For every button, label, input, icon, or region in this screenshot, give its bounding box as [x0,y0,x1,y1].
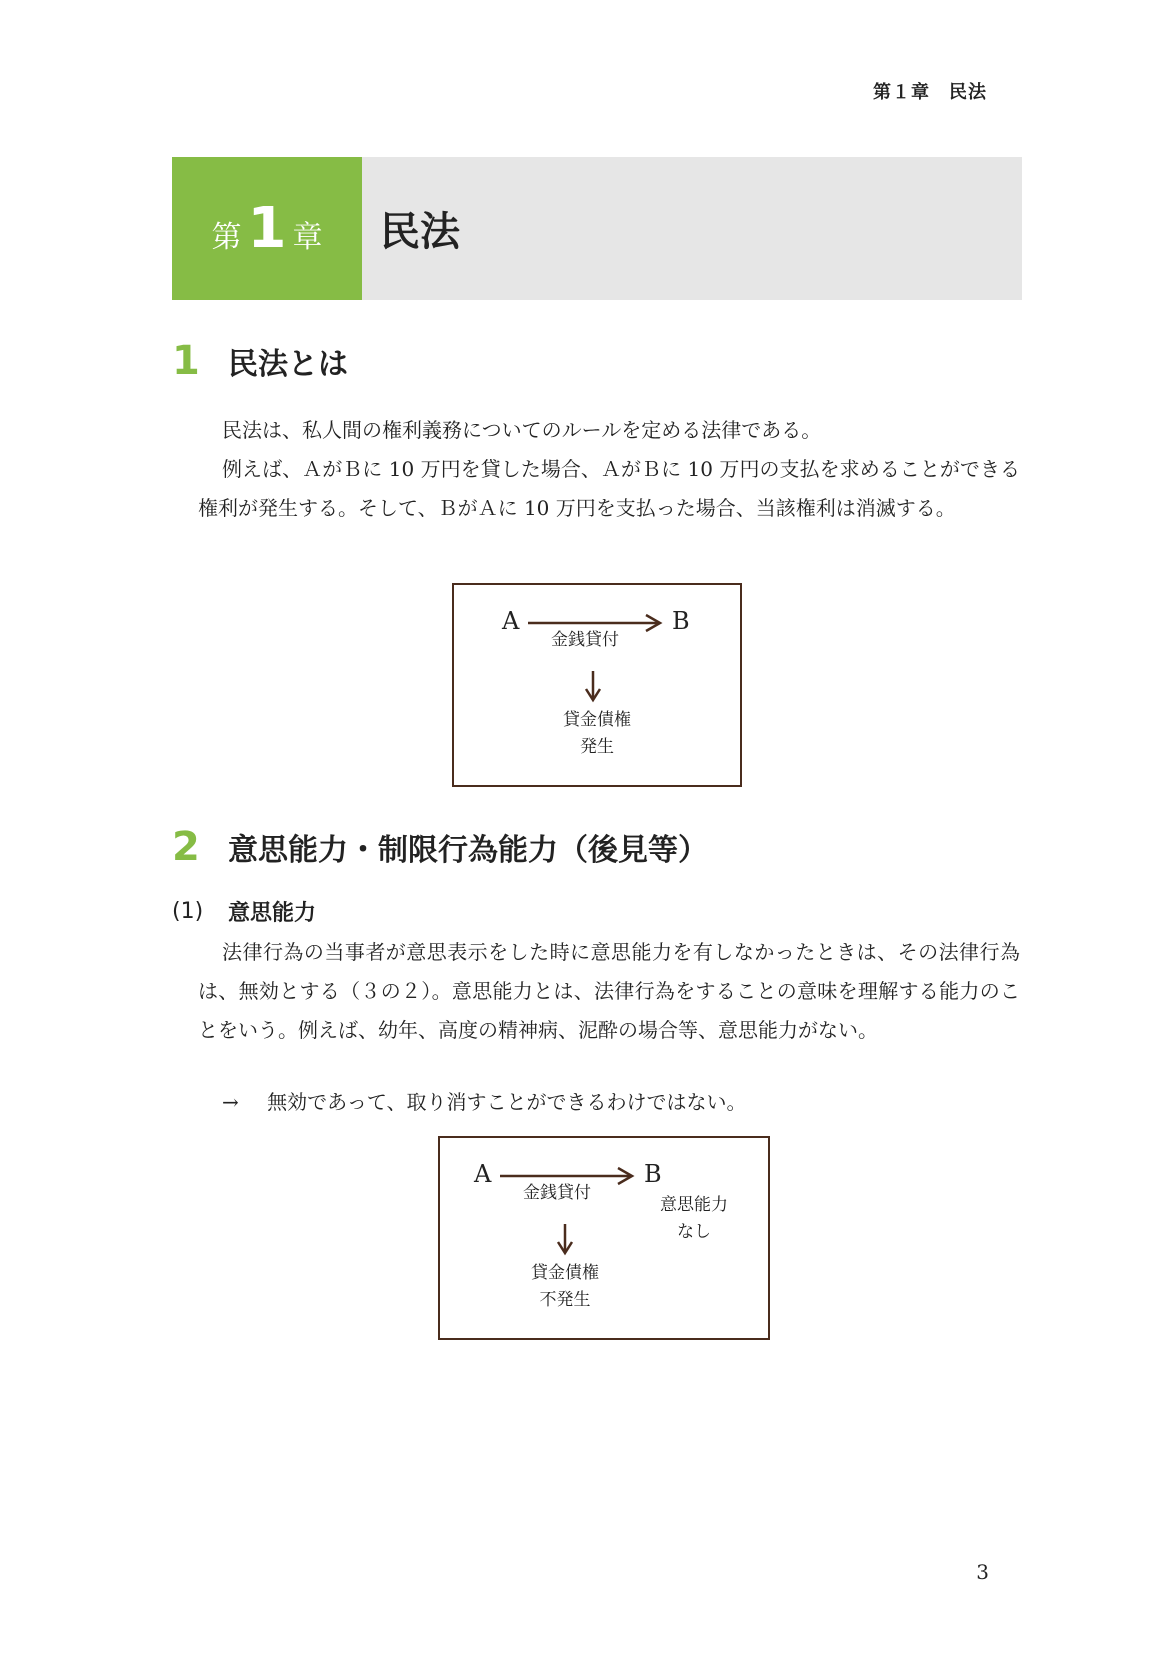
diagram-1-party-a: A [502,607,520,635]
page-number: 3 [976,1560,989,1584]
section-1-paragraph-1: 民法は、私人間の権利義務についてのルールを定める法律である。 [222,418,822,442]
chapter-number-box [172,157,362,300]
chapter-suffix: 章 [292,219,323,255]
section-2-number: 2 [172,824,200,870]
subsection-1-body [198,933,1020,1050]
diagram-2-b-note-line-1: 意思能力 [660,1195,728,1215]
diagram-2-party-b: B [644,1160,662,1188]
diagram-1-result-line-1: 貸金債権 [563,710,631,730]
section-1-number: 1 [172,338,200,384]
diagram-2-result-line-2: 不発生 [539,1290,591,1310]
subsection-1-number: (1) [172,899,204,924]
section-1-paragraph-2: 例えば、ＡがＢに 10 万円を貸した場合、ＡがＢに 10 万円の支払を求めることができる権利が発生する。そして、ＢがＡに 10 万円を支払った場合、当該権利は消滅する。 [198,457,1020,520]
diagram-2 [438,1136,770,1340]
diagram-2-b-note [640,1192,748,1246]
chapter-title: 民法 [380,209,460,255]
section-1-title: 民法とは [228,347,348,382]
diagram-2-party-a: A [474,1160,492,1188]
diagram-1-down-arrow [583,671,603,703]
subsection-1-heading [172,896,316,927]
note-arrow-icon: → [222,1090,239,1114]
subsection-1-note [222,1086,747,1115]
subsection-1-note-text: 無効であって、取り消すことができるわけではない。 [267,1090,747,1114]
subsection-1-paragraph: 法律行為の当事者が意思表示をした時に意思能力を有しなかったときは、その法律行為は、無効とする（３の２）。意思能力とは、法律行為をすることの意味を理解する能力のことをいう。例えば、幼年、高度の精神病、泥酔の場合等、意思能力がない。 [198,940,1020,1042]
chapter-prefix: 第 [211,219,242,255]
section-1-body [198,411,1020,528]
chapter-banner [172,157,1022,300]
diagram-2-result-line-1: 貸金債権 [531,1263,599,1283]
running-header: 第１章 民法 [873,82,987,103]
diagram-2-b-note-line-2: なし [677,1222,711,1242]
diagram-1 [452,583,742,787]
section-2-heading [172,824,708,870]
diagram-2-action: 金銭貸付 [523,1183,591,1203]
diagram-1-action: 金銭貸付 [551,630,619,650]
diagram-2-result [500,1260,630,1314]
diagram-2-down-arrow [555,1224,575,1256]
subsection-1-title: 意思能力 [228,901,317,926]
section-2-title: 意思能力・制限行為能力（後見等） [228,833,708,868]
section-1-heading [172,338,348,384]
diagram-1-result [454,707,740,761]
diagram-1-party-b: B [672,607,690,635]
chapter-number: 1 [247,196,287,261]
diagram-1-result-line-2: 発生 [580,737,614,757]
